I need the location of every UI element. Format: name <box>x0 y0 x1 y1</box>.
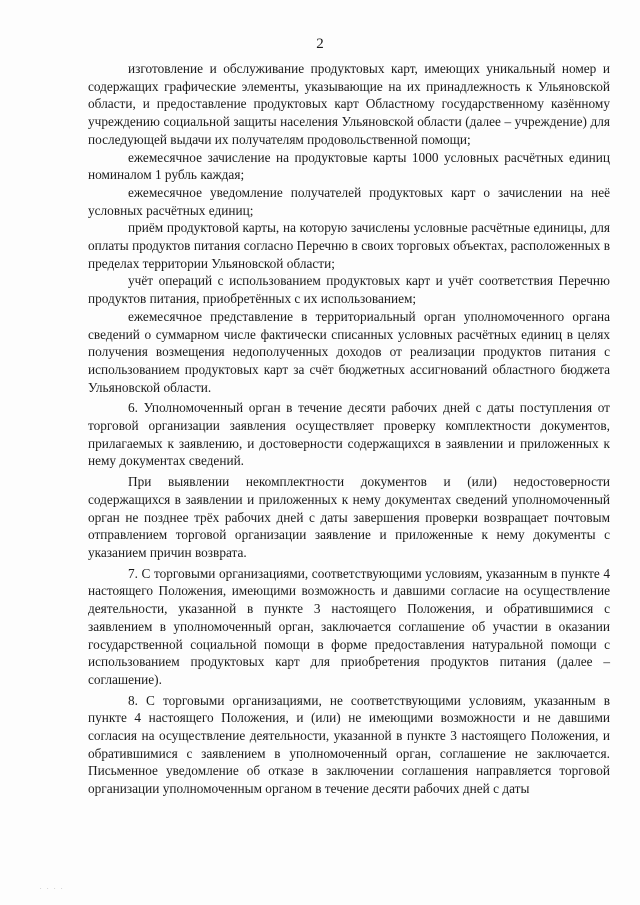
paragraph-item-8: 8. С торговыми организациями, не соответствующими условиям, указанным в пункте 4 настоящего Положения, и (или) не имеющими возможности и не давшими согласия на осуществление деятельности, указанной в пункте 3 настоящего Положения, и обратившимися с заявлением в уполномоченный орган, соглашение не заключается. Письменное уведомление об отказе в заключении соглашения направляется торговой организации уполномоченным органом в течение десяти рабочих дней с даты <box>88 692 610 797</box>
scan-margin-marks: . . . . <box>40 885 65 891</box>
document-body <box>88 60 610 798</box>
paragraph-card-production: изготовление и обслуживание продуктовых карт, имеющих уникальный номер и содержащих графические элементы, указывающие на их принадлежность к Ульяновской области, и предоставление продуктовых карт Областному государственному казённому учреждению социальной защиты населения Ульяновской области (далее – учреждение) для последующей выдачи их получателям продовольственной помощи; <box>88 61 610 147</box>
paragraph-operations-accounting: учёт операций с использованием продуктовых карт и учёт соответствия Перечню продуктов питания, приобретённых с их использованием; <box>88 273 610 307</box>
paragraph-monthly-report: ежемесячное представление в территориальный орган уполномоченного органа сведений о суммарном числе фактически списанных условных расчётных единиц в целях получения возмещения недополученных доходов от реализации продуктов питания с использованием продуктовых карт за счёт бюджетных ассигнований областного бюджета Ульяновской области. <box>88 308 610 395</box>
page-number: 2 <box>316 36 324 52</box>
paragraph-item-7: 7. С торговыми организациями, соответствующими условиям, указанным в пункте 4 настоящего Положения, имеющими возможность и давшими согласие на осуществление деятельности, указанной в пункте 3 настоящего Положения, и обратившимися с заявлением в уполномоченный орган, заключается соглашение об участии в оказании государственной социальной помощи в форме предоставления натуральной помощи с использованием продуктовых карт для приобретения продуктов питания (далее – соглашение). <box>88 565 610 687</box>
paragraph-incomplete-documents: При выявлении некомплектности документов и (или) недостоверности содержащихся в заявлении и приложенных к нему документах сведений уполномоченный орган не позднее трёх рабочих дней с даты завершения проверки возвращает почтовым отправлением торговой организации заявление и приложенные к нему документы с указанием причин возврата. <box>88 474 610 560</box>
paragraph-monthly-notification: ежемесячное уведомление получателей продуктовых карт о зачислении на неё условных расчётных единиц; <box>88 184 610 218</box>
paragraph-monthly-crediting: ежемесячное зачисление на продуктовые карты 1000 условных расчётных единиц номиналом 1 рубль каждая; <box>88 149 610 183</box>
paragraph-card-acceptance: приём продуктовой карты, на которую зачислены условные расчётные единицы, для оплаты продуктов питания согласно Перечню в своих торговых объектах, расположенных в пределах территории Ульяновской области; <box>88 220 610 271</box>
paragraph-item-6: 6. Уполномоченный орган в течение десяти рабочих дней с даты поступления от торговой организации заявления осуществляет проверку комплектности документов, прилагаемых к заявлению, и достоверности содержащихся в заявлении и приложенных к нему документах сведений. <box>88 400 610 469</box>
